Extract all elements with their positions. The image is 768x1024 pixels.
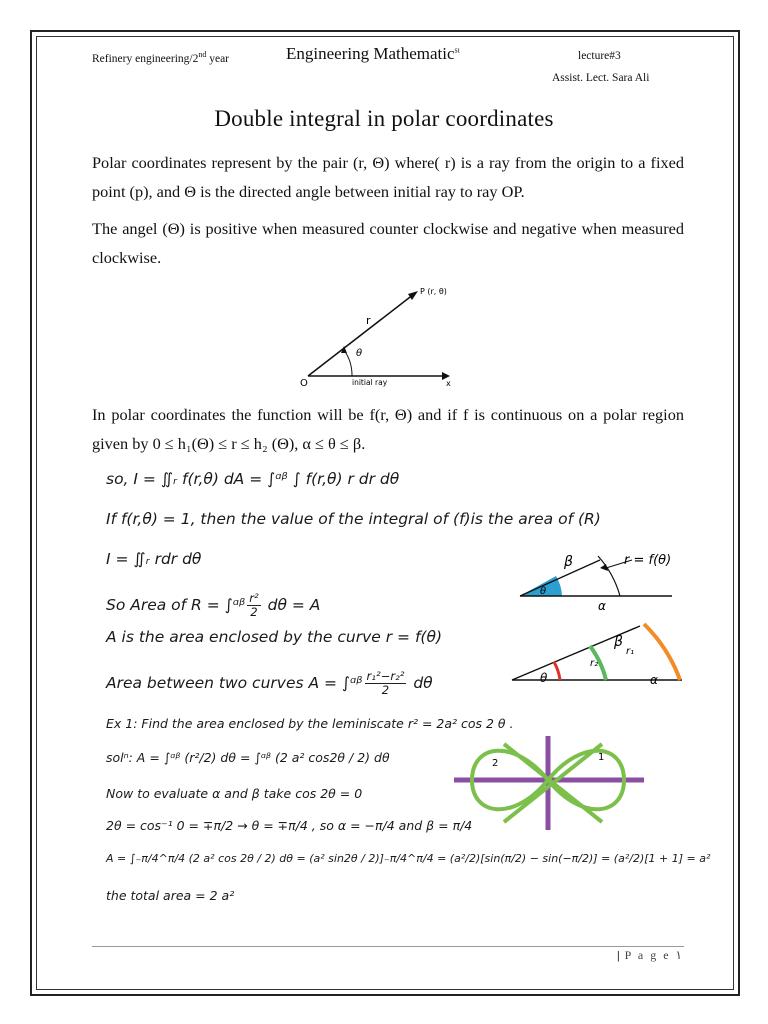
paragraph-angle-sign: The angel (Θ) is positive when measured counter clockwise and negative when measured clockwise.	[92, 219, 684, 267]
equation-area-between-curves: Area between two curves A = ∫ᵅᵝ $\frac{\text{r₁²−r₂²}}{2}$ dθ	[106, 669, 433, 697]
header-course: Refinery engineering/2nd year	[92, 50, 230, 65]
header-author: Assist. Lect. Sara Ali	[552, 72, 650, 84]
sector-beta-label: β	[564, 554, 573, 570]
equation-area-enclosed: A is the area enclosed by the curve r = f(θ)	[106, 628, 442, 646]
initial-ray-label: initial ray	[352, 378, 388, 387]
ray-r-label: r	[366, 314, 371, 327]
example-title: Ex 1: Find the area enclosed by the leminiscate r² = 2a² cos 2 θ .	[106, 716, 514, 731]
example-theta-values: 2θ = cos⁻¹ 0 = ∓π/2 → θ = ∓π/4 , so α = −π/4 and β = π/4	[106, 818, 473, 833]
sector-diagram	[512, 544, 682, 614]
angle-theta-label: θ	[356, 348, 363, 359]
footer-rule	[92, 946, 684, 947]
curves-theta-label: θ	[540, 671, 548, 685]
equation-double-integral: so, I = ∬ᵣ f(r,θ) dA = ∫ᵅᵝ ∫ f(r,θ) r dr dθ	[106, 470, 400, 488]
example-evaluate-limits: Now to evaluate α and β take cos 2θ = 0	[106, 786, 363, 801]
sector-alpha-label: α	[598, 599, 606, 613]
curves-beta-label: β	[614, 634, 623, 650]
paragraph-polar-region: In polar coordinates the function will be f(r, Θ) and if f is continuous on a polar region given by 0 ≤ h₁(Θ) ≤ r ≤ h₂ (Θ), α ≤ θ ≤ β.	[92, 405, 684, 453]
example-area-evaluation: A = ∫₋π/4^π/4 (2 a² cos 2θ / 2) dθ = (a² sin2θ / 2)]₋π/4^π/4 = (a²/2)[sin(π/2) − sin(−π/2)] = (a²/2)[1 + 1] = a²	[106, 852, 711, 865]
curves-r1-label: r₁	[626, 646, 635, 657]
example-total-area: the total area = 2 a²	[106, 888, 235, 903]
paragraph-polar-definition: Polar coordinates represent by the pair (r, Θ) where( r) is a ray from the origin to a fixed point (p), and Θ is the directed angle between initial ray to ray OP.	[92, 153, 684, 201]
lemniscate-diagram	[452, 730, 648, 840]
equation-area-condition: If f(r,θ) = 1, then the value of the integral of (f)is the area of (R)	[106, 510, 601, 528]
curves-r2-label: r₂	[590, 658, 599, 669]
x-axis-label: x	[446, 379, 451, 388]
equation-area-of-R: So Area of R = ∫ᵅᵝ $\frac{\text{r²}}{2}$ dθ = A	[106, 591, 321, 619]
page-title: Double integral in polar coordinates	[214, 106, 554, 131]
curves-alpha-label: α	[650, 673, 658, 687]
polar-ray-diagram	[290, 280, 470, 390]
point-p-label: P (r, θ)	[420, 287, 447, 296]
loop-label-1: 1	[598, 752, 605, 763]
header-subject: Engineering Mathematic$^{sı}$	[286, 44, 460, 63]
loop-label-2: 2	[492, 758, 499, 769]
example-solution: solⁿ: A = ∫ᵅᵝ (r²/2) dθ = ∫ᵅᵝ (2 a² cos2θ / 2) dθ	[106, 750, 390, 765]
header-lecture: lecture#3	[578, 50, 621, 62]
sector-theta-label: θ	[540, 586, 547, 597]
two-curves-diagram	[508, 616, 688, 690]
equation-I-rdr: I = ∬ᵣ rdr dθ	[106, 550, 202, 568]
origin-o-label: O	[300, 378, 308, 389]
sector-curve-label: r = f(θ)	[624, 553, 672, 568]
footer-page-number: | P a g e ١	[617, 948, 682, 962]
